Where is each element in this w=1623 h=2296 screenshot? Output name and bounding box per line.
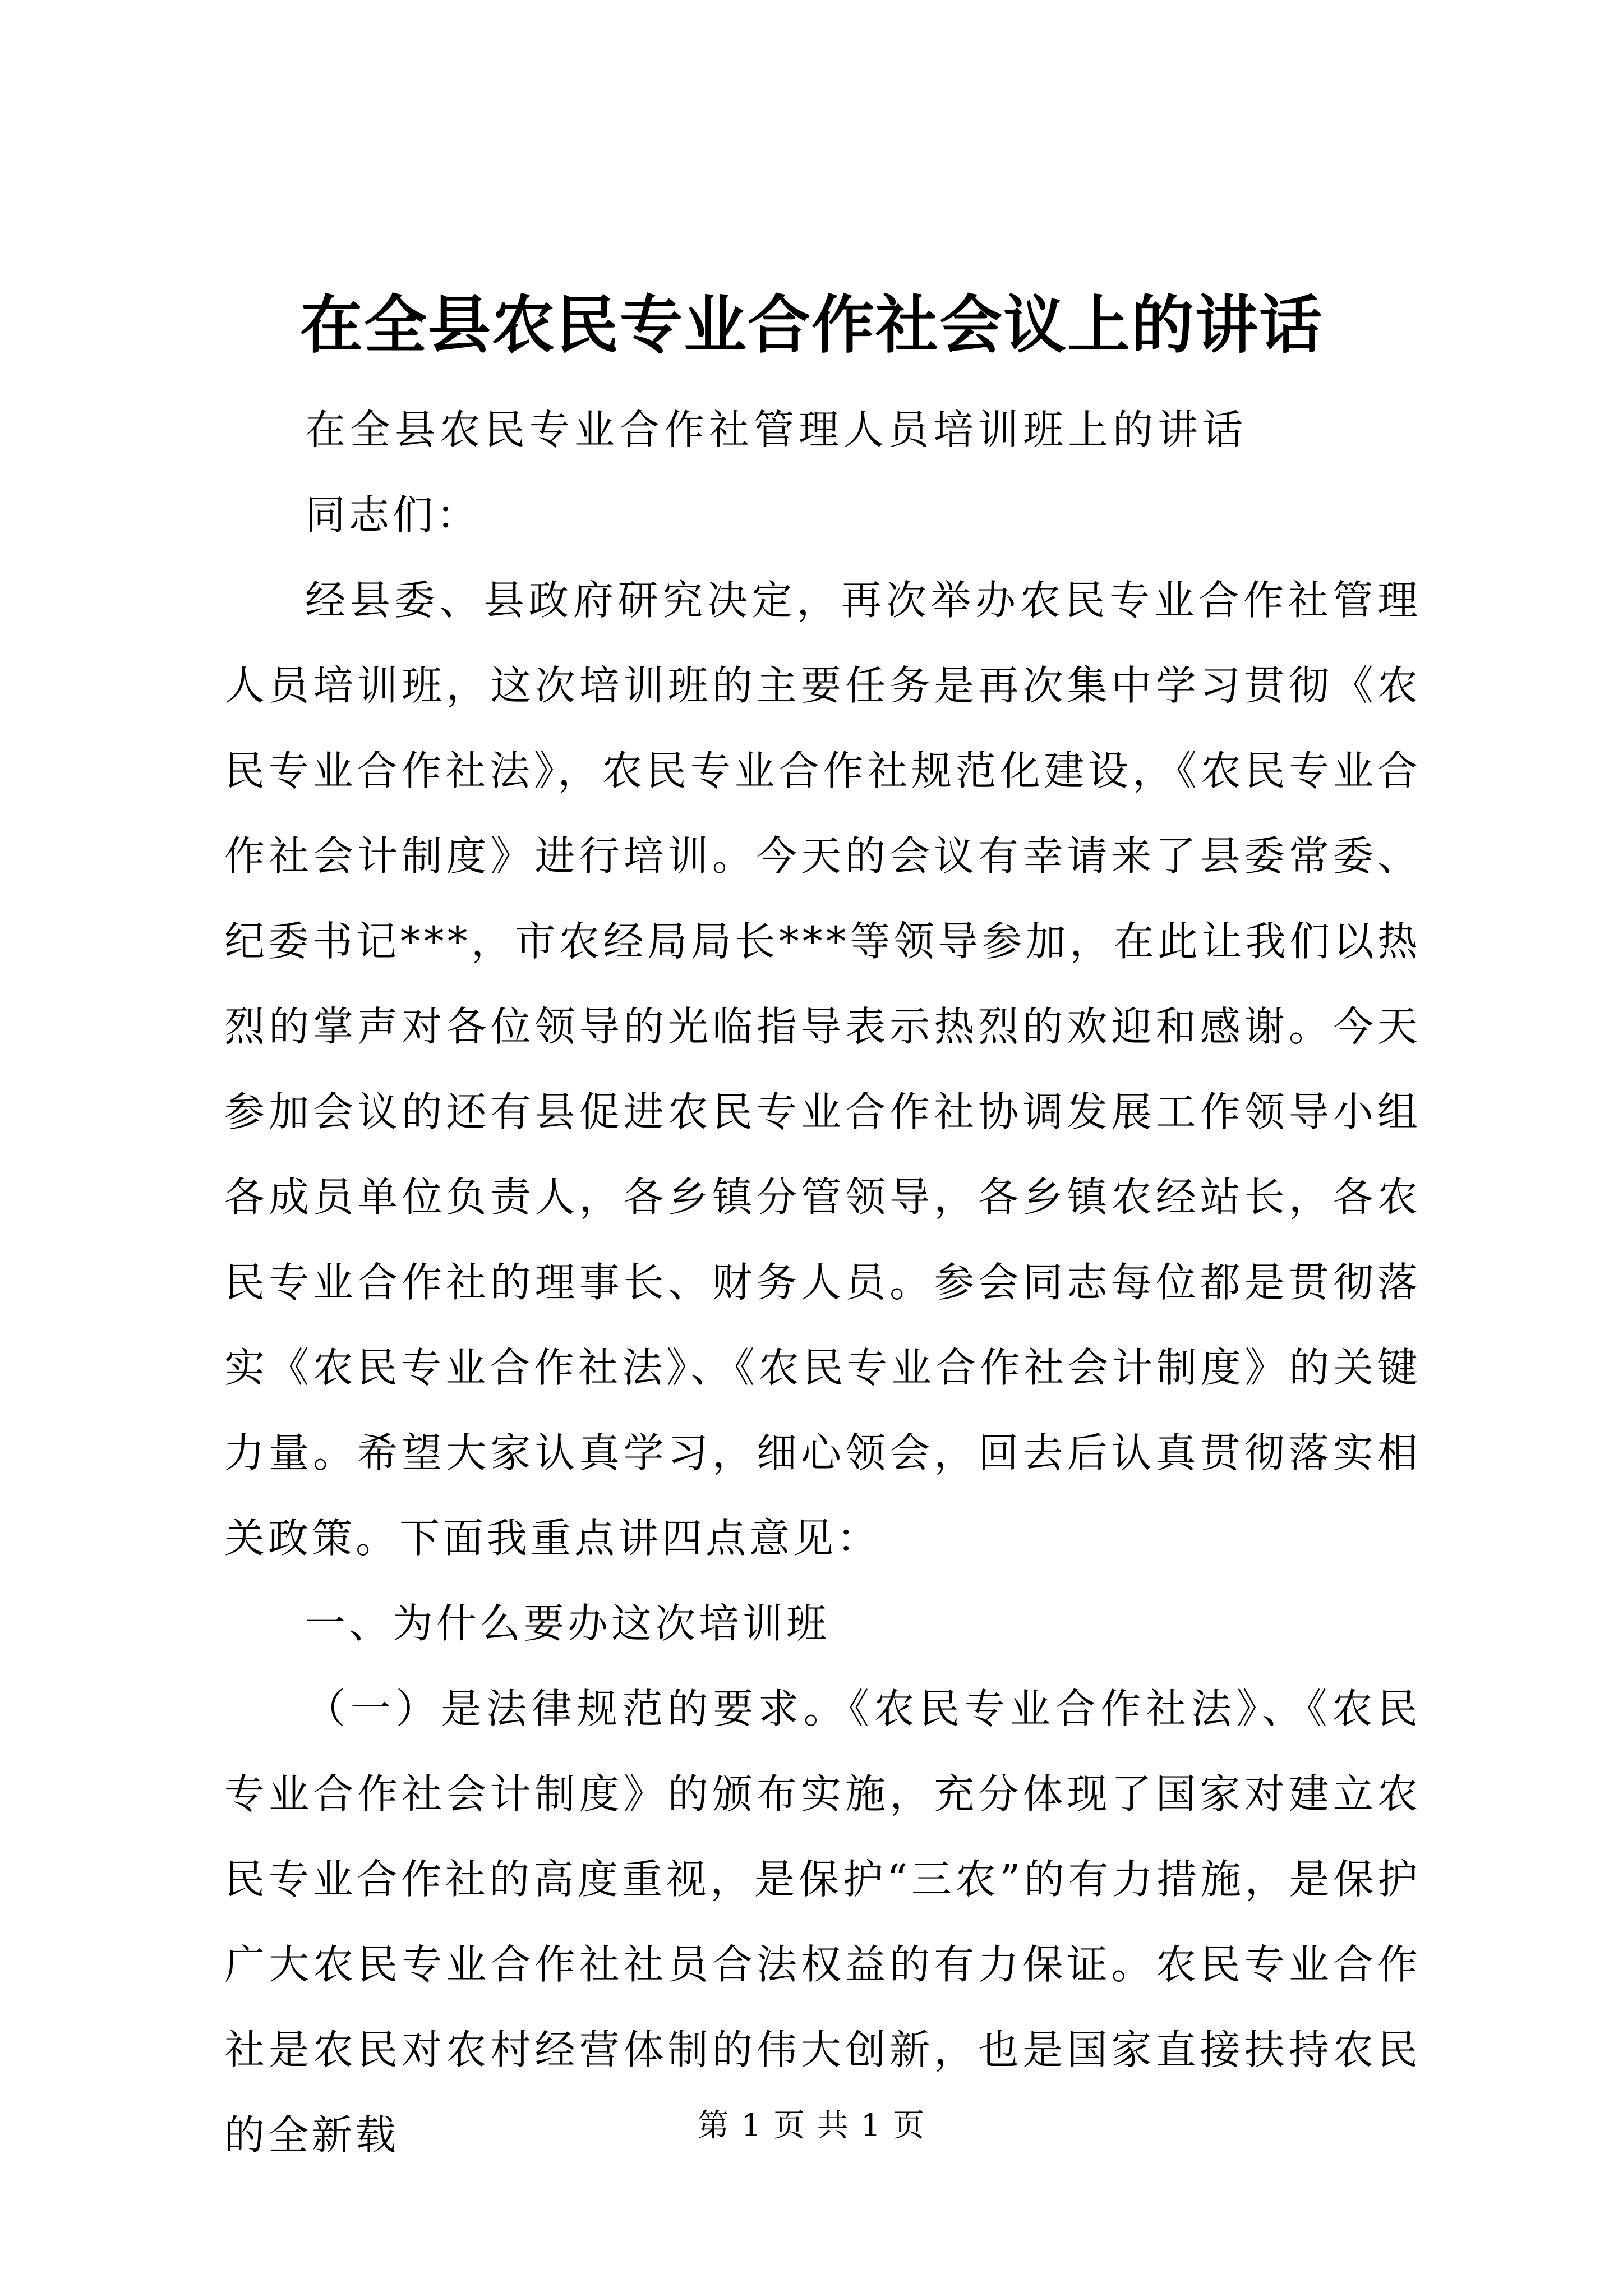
document-body (224, 387, 1421, 2178)
intro-paragraph: 经县委、县政府研究决定，再次举办农民专业合作社管理人员培训班，这次培训班的主要任务是再次集中学习贯彻《农民专业合作社法》，农民专业合作社规范化建设，《农民专业合作社会计制度》进行培训。今天的会议有幸请来了县委常委、纪委书记***，市农经局局长***等领导参加，在此让我们以热烈的掌声对各位领导的光临指导表示热烈的欢迎和感谢。今天参加会议的还有县促进农民专业合作社协调发展工作领导小组各成员单位负责人，各乡镇分管领导，各乡镇农经站长，各农民专业合作社的理事长、财务人员。参会同志每位都是贯彻落实《农民专业合作社法》、《农民专业合作社会计制度》的关键力量。希望大家认真学习，细心领会，回去后认真贯彻落实相关政策。下面我重点讲四点意见： (224, 577, 1421, 1562)
section-1-item-1-paragraph: （一）是法律规范的要求。《农民专业合作社法》、《农民专业合作社会计制度》的颁布实施，充分体现了国家对建立农民专业合作社的高度重视，是保护“三农”的有力措施，是保护广大农民专业合作社社员合法权益的有力保证。农民专业合作社是农民对农村经营体制的伟大创新，也是国家直接扶持农民的全新载 (224, 1685, 1421, 2159)
subtitle-paragraph: 在全县农民专业合作社管理人员培训班上的讲话 (305, 406, 1248, 453)
document-title: 在全县农民专业合作社会议上的讲话 (300, 288, 1323, 362)
page-footer: 第 1 页 共 1 页 (697, 2108, 926, 2144)
salutation-paragraph: 同志们： (305, 491, 481, 539)
section-heading-1: 一、为什么要办这次培训班 (305, 1600, 831, 1647)
